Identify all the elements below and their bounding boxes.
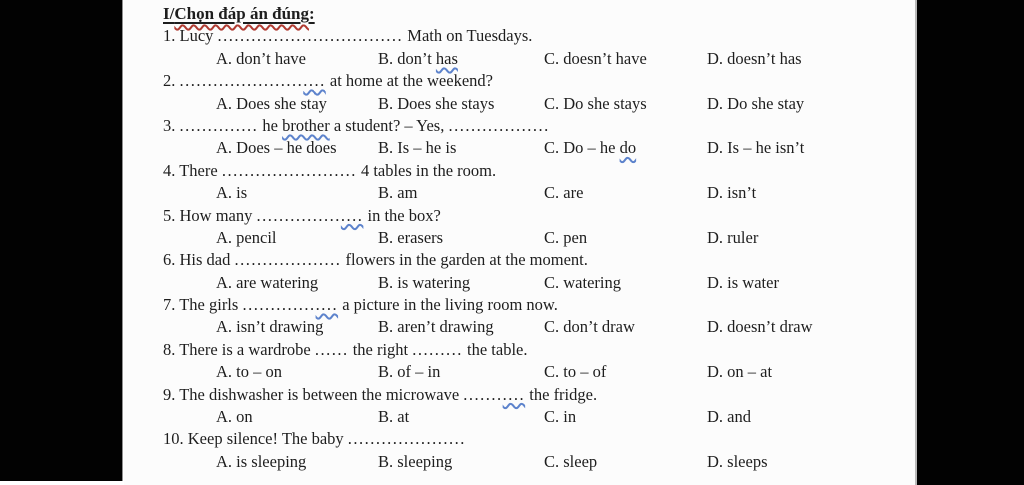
- question-9-option-C: [544, 406, 576, 428]
- text-segment: B. Does she stays: [378, 93, 495, 113]
- text-segment: A. are watering: [216, 272, 319, 292]
- question-5-options-row: [124, 227, 915, 249]
- text-segment: C. watering: [544, 272, 621, 292]
- worksheet-page: [124, 0, 915, 485]
- question-4-option-D: [707, 182, 756, 204]
- answer-blank-dots: ...................: [234, 250, 342, 270]
- squiggle-marked-text: ....: [502, 384, 526, 404]
- question-2-option-C: [544, 93, 647, 115]
- text-segment: A. Does she stay: [216, 93, 327, 113]
- text-segment: 2.: [163, 71, 180, 91]
- answer-blank-dots: .......: [463, 384, 503, 404]
- question-10-option-B: [378, 451, 452, 473]
- text-segment: B. of – in: [378, 362, 441, 382]
- question-6-option-B: [378, 272, 470, 294]
- text-segment: at home at the weekend?: [325, 71, 493, 91]
- question-3-option-A: [216, 137, 337, 159]
- text-segment: A. Does – he does: [216, 138, 337, 158]
- text-segment: D. is water: [707, 272, 779, 292]
- question-8-prompt: [124, 339, 915, 361]
- question-3-prompt: [124, 115, 915, 137]
- text-segment: 6. His dad: [163, 250, 235, 270]
- text-segment: B. sleeping: [378, 451, 453, 471]
- question-4-option-A: [216, 182, 247, 204]
- text-segment: A. is sleeping: [216, 451, 307, 471]
- answer-blank-dots: .............: [242, 295, 316, 315]
- text-segment: D. Do she stay: [707, 93, 805, 113]
- question-6-prompt: [124, 249, 915, 271]
- question-1-option-A: [216, 48, 306, 70]
- question-2-option-A: [216, 93, 327, 115]
- text-segment: C. in: [544, 407, 577, 427]
- text-segment: a picture in the living room now.: [338, 295, 558, 315]
- text-segment: 1. Lucy: [163, 26, 218, 46]
- question-5-option-C: [544, 227, 587, 249]
- question-2-prompt: [124, 70, 915, 92]
- question-9-option-D: [707, 406, 751, 428]
- question-9-option-B: [378, 406, 409, 428]
- text-segment: C. Do – he: [544, 138, 620, 158]
- text-segment: D. doesn’t draw: [707, 317, 813, 337]
- text-segment: D. on – at: [707, 362, 773, 382]
- text-segment: 10. Keep silence! The baby: [163, 429, 348, 449]
- text-segment: D. isn’t: [707, 183, 757, 203]
- question-10-option-D: [707, 451, 768, 473]
- question-10-prompt: [124, 428, 915, 450]
- text-segment: C. sleep: [544, 451, 598, 471]
- text-segment: 4 tables in the room.: [356, 160, 497, 180]
- title-main-text: Chọn đáp án đúng: [174, 4, 310, 23]
- text-segment: C. doesn’t have: [544, 48, 647, 68]
- question-2-option-B: [378, 93, 494, 115]
- text-segment: 4. There: [163, 160, 222, 180]
- question-1-prompt: [124, 25, 915, 47]
- question-6-options-row: [124, 272, 915, 294]
- text-segment: 8. There is a wardrobe: [163, 339, 315, 359]
- squiggle-marked-text: do: [619, 138, 637, 158]
- text-segment: D. ruler: [707, 227, 759, 247]
- text-segment: A. isn’t drawing: [216, 317, 324, 337]
- text-segment: a student? – Yes,: [329, 115, 449, 135]
- title-prefix: I/: [163, 4, 175, 23]
- text-segment: D. doesn’t has: [707, 48, 802, 68]
- question-5-option-A: [216, 227, 276, 249]
- text-segment: D. and: [707, 407, 751, 427]
- text-segment: he: [258, 115, 283, 135]
- text-segment: B. erasers: [378, 227, 444, 247]
- question-6-option-C: [544, 272, 621, 294]
- text-segment: A. to – on: [216, 362, 282, 382]
- text-segment: in the box?: [363, 205, 441, 225]
- question-6-option-A: [216, 272, 318, 294]
- text-segment: flowers in the garden at the moment.: [341, 250, 588, 270]
- text-segment: A. don’t have: [216, 48, 306, 68]
- text-segment: 9. The dishwasher is between the microwave: [163, 384, 464, 404]
- question-9-prompt: [124, 384, 915, 406]
- exercise-title: [124, 3, 915, 25]
- question-1-option-B: [378, 48, 458, 70]
- question-1-option-D: [707, 48, 802, 70]
- title-underline: [163, 4, 315, 23]
- answer-blank-dots: .................................: [217, 26, 404, 46]
- answer-blank-dots: .....................: [347, 429, 466, 449]
- question-1-options-row: [124, 48, 915, 70]
- question-7-prompt: [124, 294, 915, 316]
- right-black-bar: [915, 0, 1024, 485]
- question-5-prompt: [124, 205, 915, 227]
- text-segment: D. Is – he isn’t: [707, 138, 805, 158]
- question-7-options-row: [124, 316, 915, 338]
- question-10-options-row: [124, 451, 915, 473]
- text-segment: A. is: [216, 183, 248, 203]
- answer-blank-dots: ..................: [448, 115, 550, 135]
- text-segment: 3.: [163, 115, 180, 135]
- question-10-option-C: [544, 451, 597, 473]
- answer-blank-dots: ......: [314, 339, 349, 359]
- text-segment: C. are: [544, 183, 584, 203]
- question-8-option-A: [216, 361, 282, 383]
- squiggle-marked-text: ....: [340, 205, 364, 225]
- question-8-option-C: [544, 361, 606, 383]
- question-5-option-B: [378, 227, 443, 249]
- text-segment: A. pencil: [216, 227, 277, 247]
- answer-blank-dots: ......................: [179, 71, 304, 91]
- text-segment: the right: [348, 339, 413, 359]
- question-2-options-row: [124, 93, 915, 115]
- question-10-option-A: [216, 451, 306, 473]
- question-7-option-C: [544, 316, 635, 338]
- answer-blank-dots: ........................: [221, 160, 357, 180]
- squiggle-marked-text: has: [435, 48, 458, 68]
- text-segment: B. Is – he is: [378, 138, 457, 158]
- text-segment: the table.: [462, 339, 528, 359]
- text-segment: A. on: [216, 407, 253, 427]
- question-5-option-D: [707, 227, 758, 249]
- answer-blank-dots: .........: [412, 339, 463, 359]
- text-segment: C. don’t draw: [544, 317, 635, 337]
- question-9-options-row: [124, 406, 915, 428]
- title-colon: :: [309, 4, 315, 23]
- text-segment: B. at: [378, 407, 410, 427]
- question-4-option-B: [378, 182, 417, 204]
- text-segment: the fridge.: [525, 384, 598, 404]
- text-segment: Math on Tuesdays.: [403, 26, 533, 46]
- question-7-option-B: [378, 316, 494, 338]
- question-3-option-D: [707, 137, 804, 159]
- question-8-options-row: [124, 361, 915, 383]
- squiggle-marked-text: ....: [303, 71, 326, 91]
- text-segment: C. Do she stays: [544, 93, 647, 113]
- left-black-bar: [0, 0, 123, 481]
- question-8-option-B: [378, 361, 440, 383]
- question-4-prompt: [124, 160, 915, 182]
- text-segment: C. pen: [544, 227, 588, 247]
- squiggle-marked-text: ....: [315, 295, 339, 315]
- text-segment: C. to – of: [544, 362, 607, 382]
- question-7-option-A: [216, 316, 323, 338]
- question-2-option-D: [707, 93, 804, 115]
- questions-container: [124, 25, 915, 473]
- question-4-options-row: [124, 182, 915, 204]
- text-segment: B. aren’t drawing: [378, 317, 494, 337]
- question-7-option-D: [707, 316, 813, 338]
- text-segment: D. sleeps: [707, 451, 768, 471]
- text-segment: B. is watering: [378, 272, 471, 292]
- question-3-option-B: [378, 137, 456, 159]
- text-segment: B. am: [378, 183, 418, 203]
- answer-blank-dots: ..............: [179, 115, 259, 135]
- question-9-option-A: [216, 406, 253, 428]
- squiggle-marked-text: brother: [282, 115, 330, 135]
- question-3-options-row: [124, 137, 915, 159]
- text-segment: 7. The girls: [163, 295, 243, 315]
- question-4-option-C: [544, 182, 583, 204]
- text-segment: B. don’t: [378, 48, 436, 68]
- answer-blank-dots: ...............: [256, 205, 341, 225]
- question-8-option-D: [707, 361, 772, 383]
- text-segment: 5. How many: [163, 205, 257, 225]
- question-6-option-D: [707, 272, 779, 294]
- question-1-option-C: [544, 48, 647, 70]
- question-3-option-C: [544, 137, 636, 159]
